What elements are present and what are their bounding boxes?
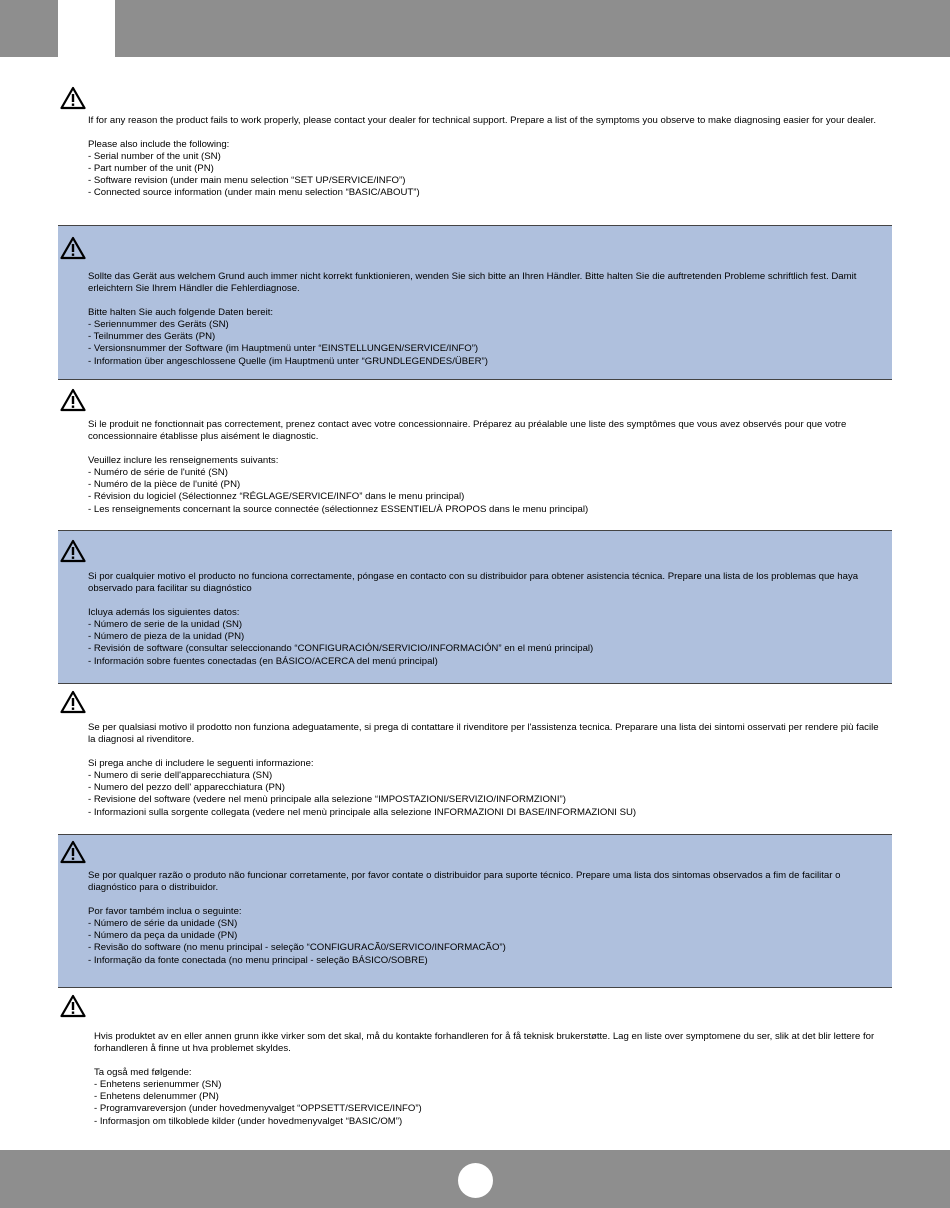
list-item: - Part number of the unit (PN)	[88, 163, 214, 175]
list-item: - Numéro de série de l'unité (SN)	[88, 467, 228, 479]
info-list	[88, 151, 884, 199]
list-item: - Serial number of the unit (SN)	[88, 151, 221, 163]
page-number-circle	[458, 1163, 493, 1198]
list-item: - Versionsnummer der Software (im Hauptmenü unter “EINSTELLUNGEN/SERVICE/INFO”)	[88, 343, 479, 355]
section-lead: Por favor também inclua o seguinte:	[88, 906, 242, 918]
list-item: - Connected source information (under main menu selection “BASIC/ABOUT”)	[88, 187, 420, 199]
list-item: - Seriennummer des Geräts (SN)	[88, 319, 229, 331]
section-german	[58, 226, 892, 380]
header-tab	[58, 0, 115, 57]
list-item: - Número de pieza de la unidad (PN)	[88, 631, 245, 643]
section-lead: Si prega anche di includere le seguenti informazione:	[88, 758, 314, 770]
section-intro: If for any reason the product fails to work properly, please contact your dealer for technical support. Prepare a list of the symptoms you observe to make diagnosing easier for your dealer.	[88, 115, 876, 126]
info-list	[88, 319, 884, 367]
list-item: - Numero del pezzo dell' apparecchiatura (PN)	[88, 782, 285, 794]
list-item: - Teilnummer des Geräts (PN)	[88, 331, 216, 343]
section-lead: Please also include the following:	[88, 139, 230, 151]
section-intro: Sollte das Gerät aus welchem Grund auch immer nicht korrekt funktionieren, wenden Sie sich bitte an Ihren Händler. Bitte halten Sie die auftretenden Probleme schriftlich fest. Damit erleichtern Sie Ihrem Händler die Fehlerdiagnose.	[88, 271, 857, 295]
list-item: - Programvareversjon (under hovedmenyvalget “OPPSETT/SERVICE/INFO”)	[94, 1103, 422, 1115]
section-intro: Se per qualsiasi motivo il prodotto non funziona adeguatamente, si prega di contattare il rivenditore per l'assistenza tecnica. Preparare una lista dei sintomi osservati per rendere più facile la diagnosi al rivenditore.	[88, 722, 879, 746]
section-spanish	[58, 531, 892, 684]
section-body	[88, 571, 884, 668]
list-item: - Revisión de software (consultar seleccionando “CONFIGURACIÓN/SERVICIO/INFORMACIÓN” en el menú principal)	[88, 643, 594, 655]
list-item: - Número de série da unidade (SN)	[88, 918, 238, 930]
list-item: - Numero di serie dell'apparecchiatura (SN)	[88, 770, 273, 782]
section-french	[58, 380, 892, 531]
section-norwegian	[58, 988, 892, 1150]
warning-triangle-icon	[60, 539, 86, 563]
list-item: - Enhetens serienummer (SN)	[94, 1079, 222, 1091]
section-body	[88, 115, 884, 200]
list-item: - Informazioni sulla sorgente collegata (vedere nel menù principale alla selezione INFORMAZIONI DI BASE/INFORMAZIONI SU)	[88, 806, 637, 818]
info-list	[88, 467, 884, 515]
section-portuguese	[58, 835, 892, 988]
info-list	[88, 619, 884, 667]
section-body	[88, 271, 884, 368]
list-item: - Enhetens delenummer (PN)	[94, 1091, 219, 1103]
info-list	[94, 1079, 884, 1127]
list-item: - Les renseignements concernant la source connectée (sélectionnez ESSENTIEL/À PROPOS dans le menu principal)	[88, 503, 589, 515]
section-lead: Bitte halten Sie auch folgende Daten bereit:	[88, 307, 274, 319]
info-list	[88, 770, 884, 818]
warning-triangle-icon	[60, 840, 86, 864]
warning-triangle-icon	[60, 236, 86, 260]
section-intro: Si por cualquier motivo el producto no funciona correctamente, póngase en contacto con su distribuidor para obtener asistencia técnica. Prepare una lista de los problemas que haya observado para facilitar su diagnóstico	[88, 571, 859, 595]
section-lead: Icluya además los siguientes datos:	[88, 607, 240, 619]
header-band	[0, 0, 950, 57]
info-list	[88, 918, 884, 966]
section-lead: Veuillez inclure les renseignements suivants:	[88, 455, 279, 467]
list-item: - Número da peça da unidade (PN)	[88, 930, 238, 942]
section-intro: Si le produit ne fonctionnait pas correctement, prenez contact avec votre concessionnaire. Préparez au préalable une liste des symptômes que vous avez observés pour que votre concessionnaire établisse plus aisément le diagnostic.	[88, 419, 847, 443]
section-intro: Hvis produktet av en eller annen grunn ikke virker som det skal, må du kontakte forhandleren for å få teknisk brukerstøtte. Lag en liste over symptomene du ser, slik at det blir lettere for forhandleren å finne ut hva problemet skyldes.	[94, 1031, 875, 1055]
list-item: - Information über angeschlossene Quelle (im Hauptmenü unter “GRUNDLEGENDES/ÜBER”)	[88, 355, 488, 367]
warning-triangle-icon	[60, 994, 86, 1018]
section-lead: Ta også med følgende:	[94, 1067, 192, 1079]
list-item: - Información sobre fuentes conectadas (en BÁSICO/ACERCA del menú principal)	[88, 655, 438, 667]
section-body	[88, 419, 884, 516]
list-item: - Informação da fonte conectada (no menu principal - seleção BÁSICO/SOBRE)	[88, 954, 428, 966]
list-item: - Revisão do software (no menu principal - seleção “CONFIGURACÃ0/SERVICO/INFORMACÃO”)	[88, 942, 506, 954]
section-body	[94, 1031, 884, 1128]
list-item: - Número de serie de la unidad (SN)	[88, 619, 243, 631]
list-item: - Informasjon om tilkoblede kilder (under hovedmenyvalget “BASIC/OM”)	[94, 1115, 403, 1127]
list-item: - Révision du logiciel (Sélectionnez “RÉGLAGE/SERVICE/INFO” dans le menu principal)	[88, 491, 465, 503]
section-italian	[58, 684, 892, 835]
section-intro: Se por qualquer razão o produto não funcionar corretamente, por favor contate o distribuidor para suporte técnico. Prepare uma lista dos sintomas observados a fim de facilitar o diagnóstico para o distribuidor.	[88, 870, 841, 894]
section-english	[58, 57, 892, 226]
list-item: - Revisione del software (vedere nel menù principale alla selezione “IMPOSTAZIONI/SERVIZIO/INFORMZIONI”)	[88, 794, 566, 806]
section-body	[88, 870, 884, 967]
warning-triangle-icon	[60, 86, 86, 110]
warning-triangle-icon	[60, 690, 86, 714]
list-item: - Numéro de la pièce de l'unité (PN)	[88, 479, 241, 491]
section-body	[88, 722, 884, 819]
warning-triangle-icon	[60, 388, 86, 412]
list-item: - Software revision (under main menu selection “SET UP/SERVICE/INFO”)	[88, 175, 406, 187]
